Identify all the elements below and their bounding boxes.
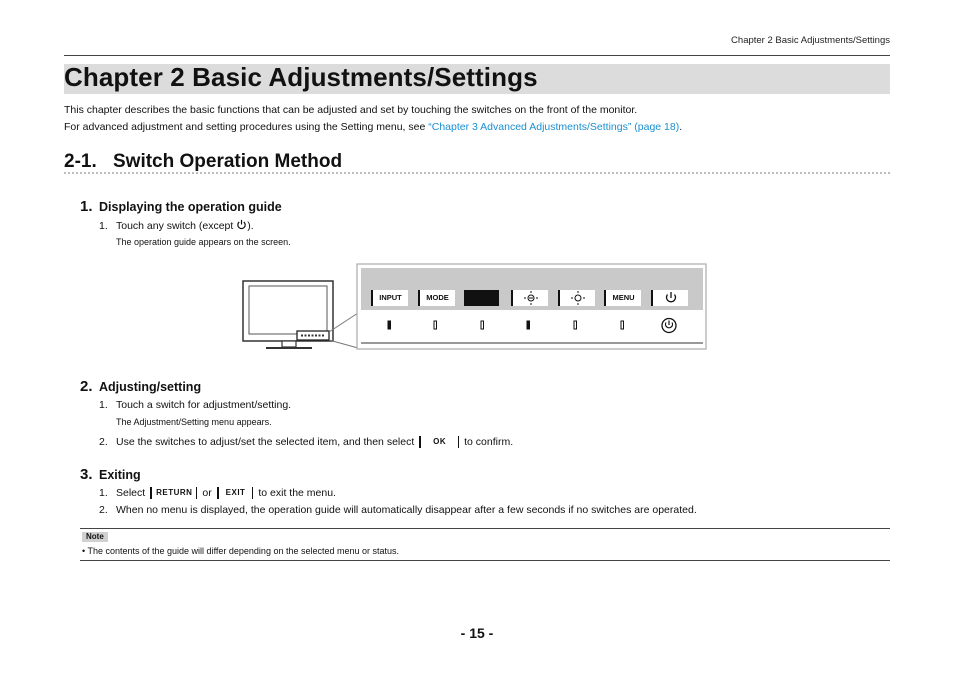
section-dotted-rule — [64, 172, 890, 174]
section-title: Switch Operation Method — [113, 151, 343, 172]
step-2-item-1-note: The Adjustment/Setting menu appears. — [116, 417, 272, 427]
guide-button-row — [371, 290, 691, 310]
guide-brightness-down-button[interactable] — [511, 290, 548, 306]
exit-button-glyph: EXIT — [217, 487, 254, 499]
switch-1[interactable] — [388, 321, 391, 329]
note-top-rule — [80, 528, 890, 529]
step-3-item-1-prefix: Select — [116, 487, 146, 499]
brightness-up-icon — [560, 290, 595, 306]
intro-line-2-suffix: . — [679, 121, 683, 133]
monitor-icon — [243, 281, 333, 348]
switch-4[interactable] — [527, 321, 530, 329]
step-3-item-2-text: When no menu is displayed, the operation guide will automatically disappear after a few seconds if no switches are operated. — [116, 504, 697, 516]
brightness-down-icon — [513, 290, 548, 306]
guide-power-button[interactable] — [651, 290, 688, 306]
step-1-item-1 — [99, 219, 254, 232]
section-number: 2-1. — [64, 151, 97, 172]
step-2-item-2-suffix: to confirm. — [464, 436, 514, 448]
power-icon — [236, 220, 247, 232]
step-3-item-1-number: 1. — [99, 487, 108, 499]
step-1-item-1-number: 1. — [99, 220, 108, 232]
step-3-number: 3. — [80, 466, 93, 483]
step-3-item-1-or: or — [202, 487, 212, 499]
step-2-item-1 — [99, 399, 291, 411]
power-icon — [653, 290, 688, 306]
step-3-item-2-number: 2. — [99, 504, 108, 516]
intro-line-1: This chapter describes the basic functions that can be adjusted and set by touching the switches on the front of the monitor. — [64, 104, 638, 116]
step-2-item-2 — [99, 436, 513, 448]
intro-line-2 — [64, 121, 682, 133]
guide-input-button[interactable]: INPUT — [371, 290, 408, 306]
switch-5[interactable] — [574, 321, 577, 329]
header-rule — [64, 55, 890, 56]
step-2-item-1-number: 1. — [99, 399, 108, 411]
chapter-title: Chapter 2 Basic Adjustments/Settings — [64, 62, 538, 92]
switch-3[interactable] — [481, 321, 484, 329]
ok-button-glyph: OK — [419, 436, 459, 448]
section-heading — [64, 151, 342, 173]
power-switch-icon[interactable] — [662, 319, 676, 333]
step-3-title: Exiting — [99, 468, 141, 482]
guide-menu-button[interactable]: MENU — [604, 290, 641, 306]
step-3-item-2 — [99, 504, 697, 516]
note-text: • The contents of the guide will differ depending on the selected menu or status. — [82, 546, 400, 556]
return-button-glyph: RETURN — [150, 487, 197, 499]
intro-line-2-prefix: For advanced adjustment and setting procedures using the Setting menu, see — [64, 121, 429, 133]
note-bottom-rule — [80, 560, 890, 561]
chapter3-link[interactable]: “Chapter 3 Advanced Adjustments/Settings” (page 18) — [428, 121, 680, 133]
step-2-item-2-number: 2. — [99, 436, 108, 448]
step-3-item-1-suffix: to exit the menu. — [258, 487, 336, 499]
step-1-item-1-note: The operation guide appears on the screen. — [116, 237, 291, 247]
step-3-item-1 — [99, 487, 336, 499]
step-1-item-1-prefix: Touch any switch (except — [116, 220, 237, 232]
guide-brightness-up-button[interactable] — [558, 290, 595, 306]
step-2-title: Adjusting/setting — [99, 380, 202, 394]
note-tag: Note — [82, 532, 108, 542]
step-1-title: Displaying the operation guide — [99, 200, 282, 214]
switch-2[interactable] — [434, 321, 437, 329]
step-1-number: 1. — [80, 198, 93, 215]
guide-blank-button[interactable] — [464, 290, 499, 306]
step-2-number: 2. — [80, 378, 93, 395]
step-2-item-2-prefix: Use the switches to adjust/set the selected item, and then select — [116, 436, 415, 448]
running-header: Chapter 2 Basic Adjustments/Settings — [731, 35, 890, 46]
step-2-item-1-text: Touch a switch for adjustment/setting. — [116, 399, 292, 411]
switch-6[interactable] — [621, 321, 624, 329]
guide-mode-button[interactable]: MODE — [418, 290, 455, 306]
page-number: - 15 - — [460, 625, 494, 641]
step-1-item-1-suffix: ). — [247, 220, 254, 232]
touch-switch-row — [371, 316, 691, 336]
